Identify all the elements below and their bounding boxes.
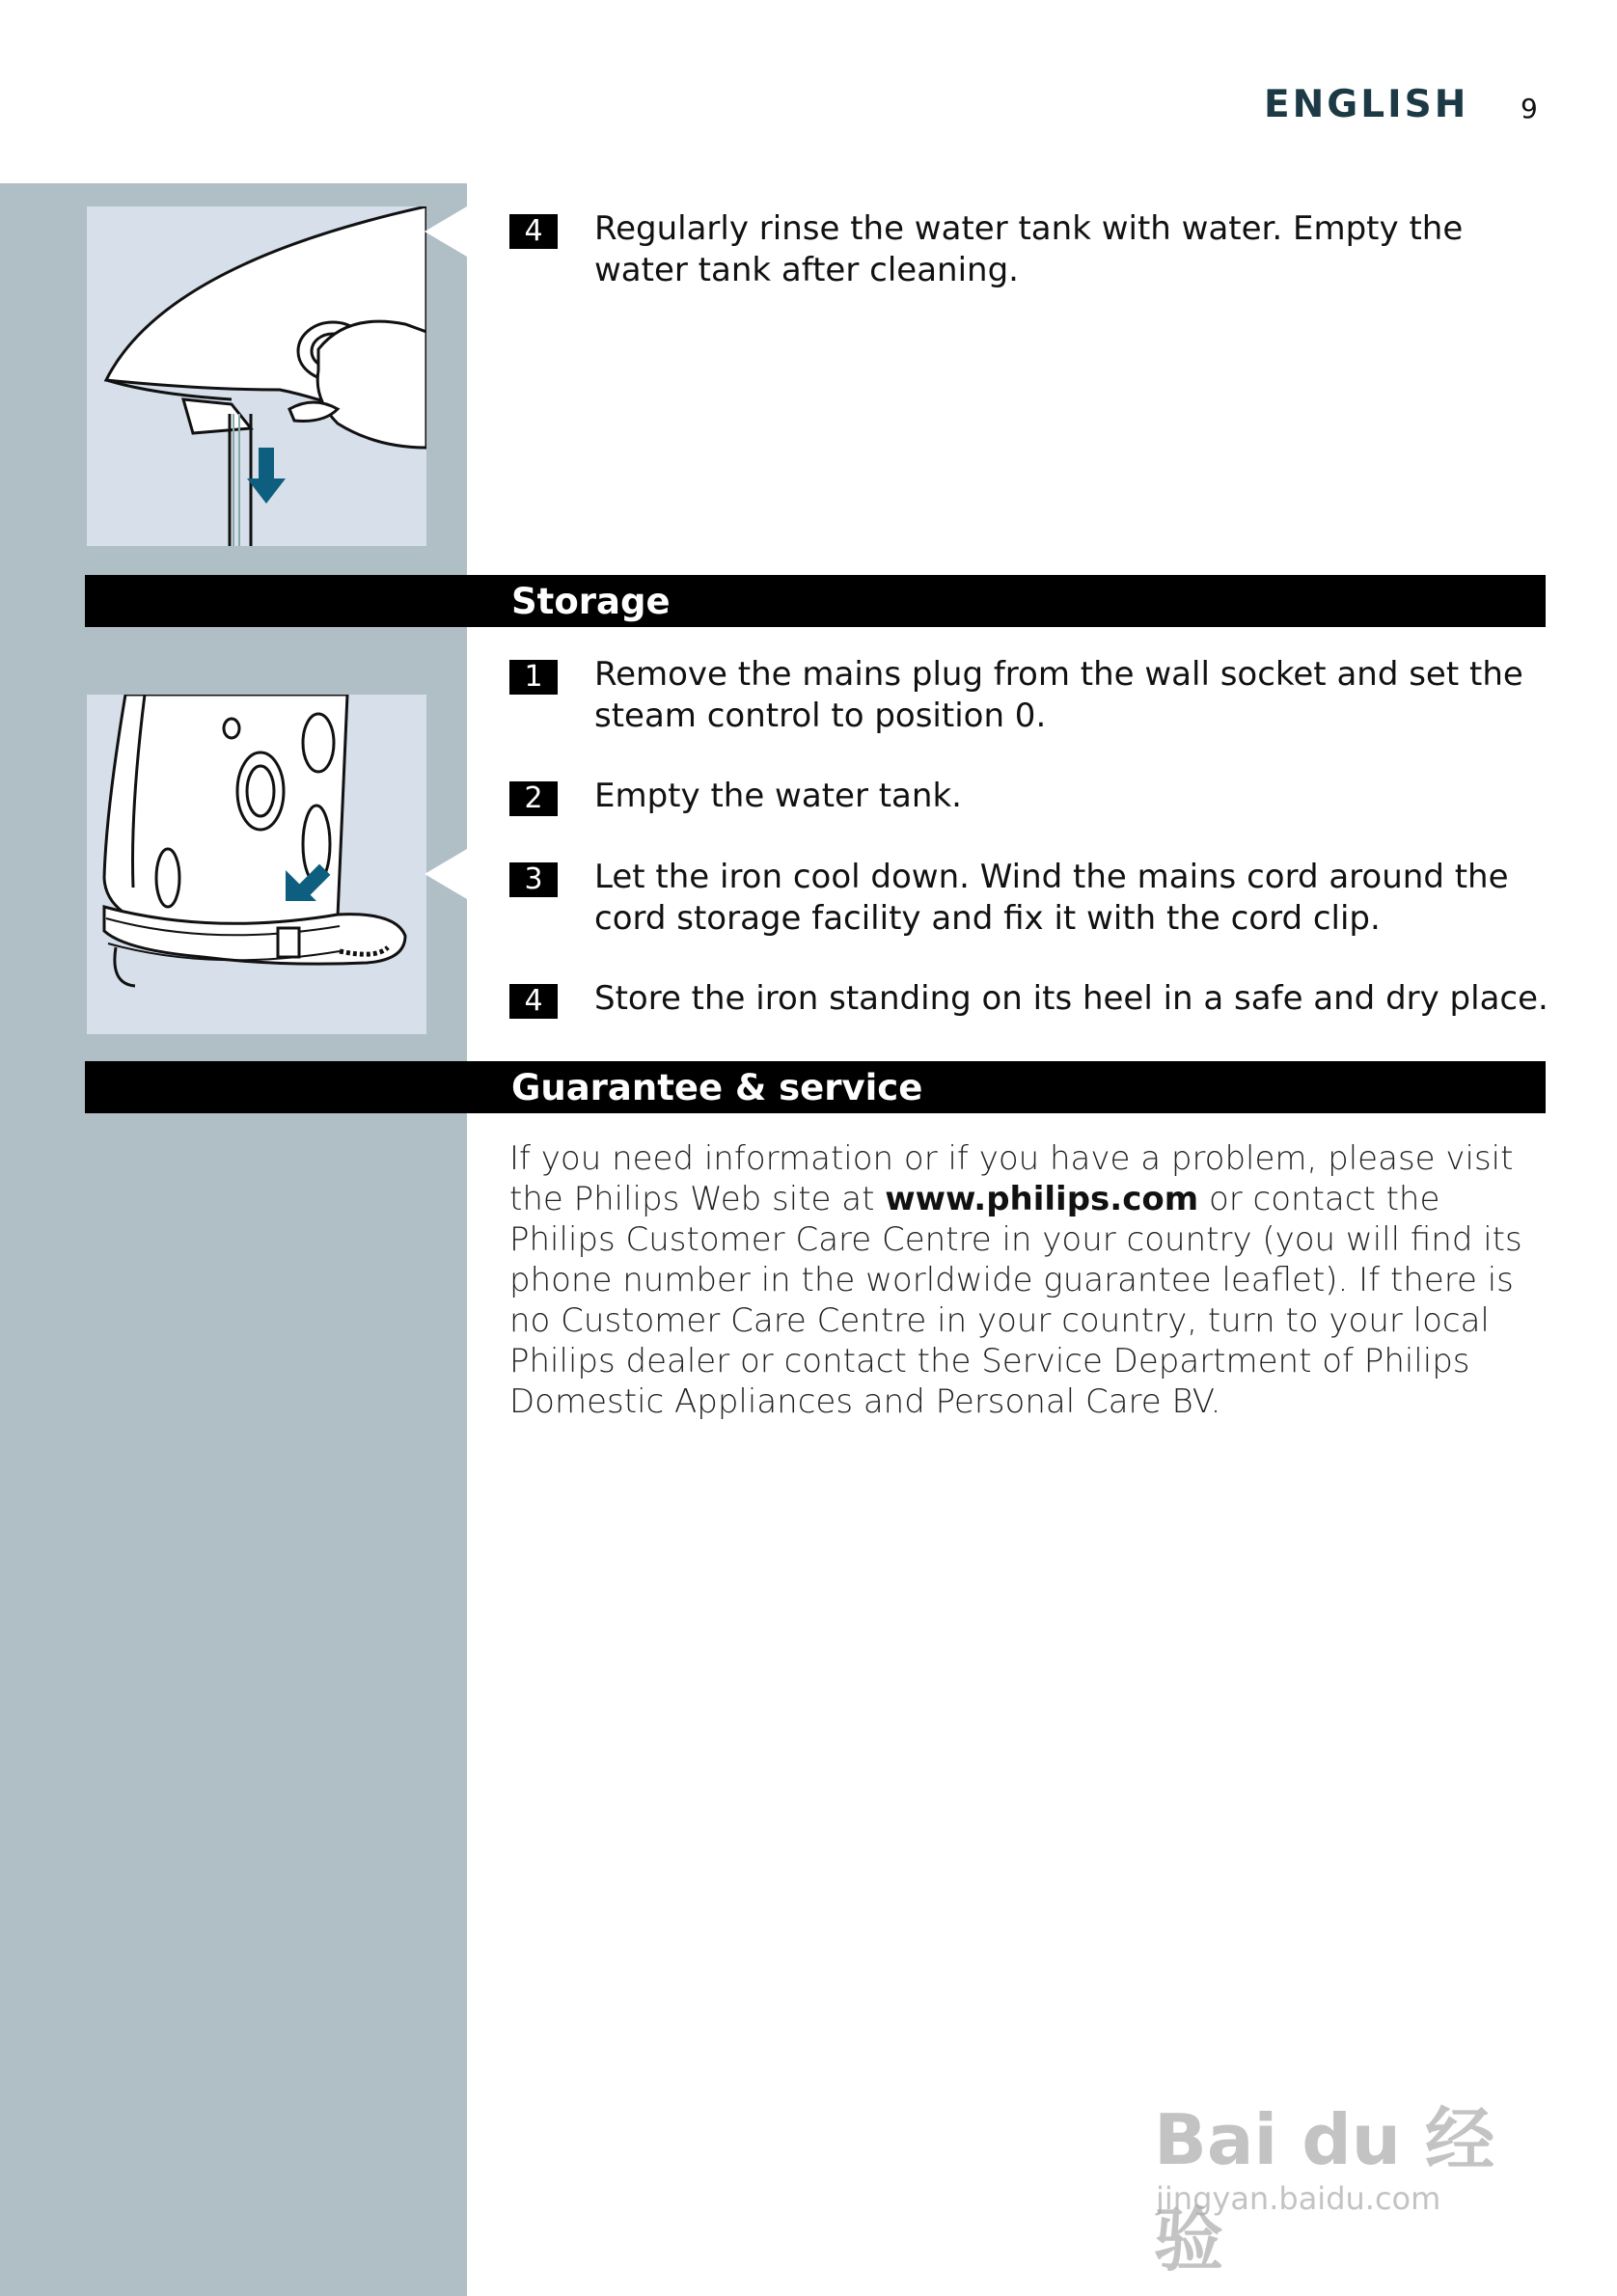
- step-text: Remove the mains plug from the wall socket and set the steam control to position 0.: [594, 655, 1523, 735]
- illustration-rinse-tank: [87, 206, 426, 546]
- baidu-logo: Bai du 经验: [1154, 2099, 1495, 2281]
- iron-cord-drawing: [87, 695, 426, 1034]
- step-number-badge: 4: [509, 214, 558, 249]
- iron-rinse-drawing: [87, 206, 426, 546]
- philips-website-link[interactable]: www.philips.com: [885, 1180, 1199, 1218]
- storage-step-4: [509, 978, 1551, 1020]
- storage-step-1: [509, 654, 1551, 737]
- storage-section-title: Storage: [511, 581, 671, 622]
- cleaning-step-4: [509, 208, 1551, 291]
- baidu-watermark: [1138, 2045, 1544, 2281]
- watermark-url: jingyan.baidu.com: [1156, 2180, 1441, 2217]
- step-number-badge: 1: [509, 660, 558, 695]
- header-language: ENGLISH: [1264, 83, 1469, 126]
- storage-step-2: [509, 776, 1551, 817]
- guarantee-text-before: If you need information or if you have a problem, please visit the Philips Web site at: [509, 1139, 1514, 1218]
- guarantee-paragraph: [509, 1138, 1551, 1422]
- step-number-badge: 4: [509, 984, 558, 1019]
- guarantee-section-title: Guarantee & service: [511, 1067, 923, 1108]
- illustration-pointer: [425, 849, 467, 899]
- step-number-badge: 3: [509, 862, 558, 897]
- down-arrow-icon: [247, 448, 286, 504]
- step-number-badge: 2: [509, 781, 558, 816]
- illustration-pointer: [425, 206, 467, 257]
- step-text: Regularly rinse the water tank with water. Empty the water tank after cleaning.: [594, 209, 1464, 289]
- page-number: 9: [1521, 93, 1538, 124]
- step-text: Empty the water tank.: [594, 777, 962, 815]
- storage-step-3: [509, 857, 1551, 940]
- guarantee-section-bar: [85, 1061, 1546, 1113]
- illustration-cord-storage: [87, 695, 426, 1034]
- step-text: Let the iron cool down. Wind the mains cord around the cord storage facility and fix it with the cord clip.: [594, 858, 1509, 938]
- step-text: Store the iron standing on its heel in a safe and dry place.: [594, 979, 1548, 1018]
- storage-section-bar: [85, 575, 1546, 627]
- guarantee-text-after: or contact the Philips Customer Care Centre in your country (you will find its phone number in the worldwide guarantee leaflet). If there is no Customer Care Centre in your country, turn to your local Philips dealer or contact the Service Department of Philips Domestic Appliances and Personal Care BV.: [509, 1180, 1522, 1421]
